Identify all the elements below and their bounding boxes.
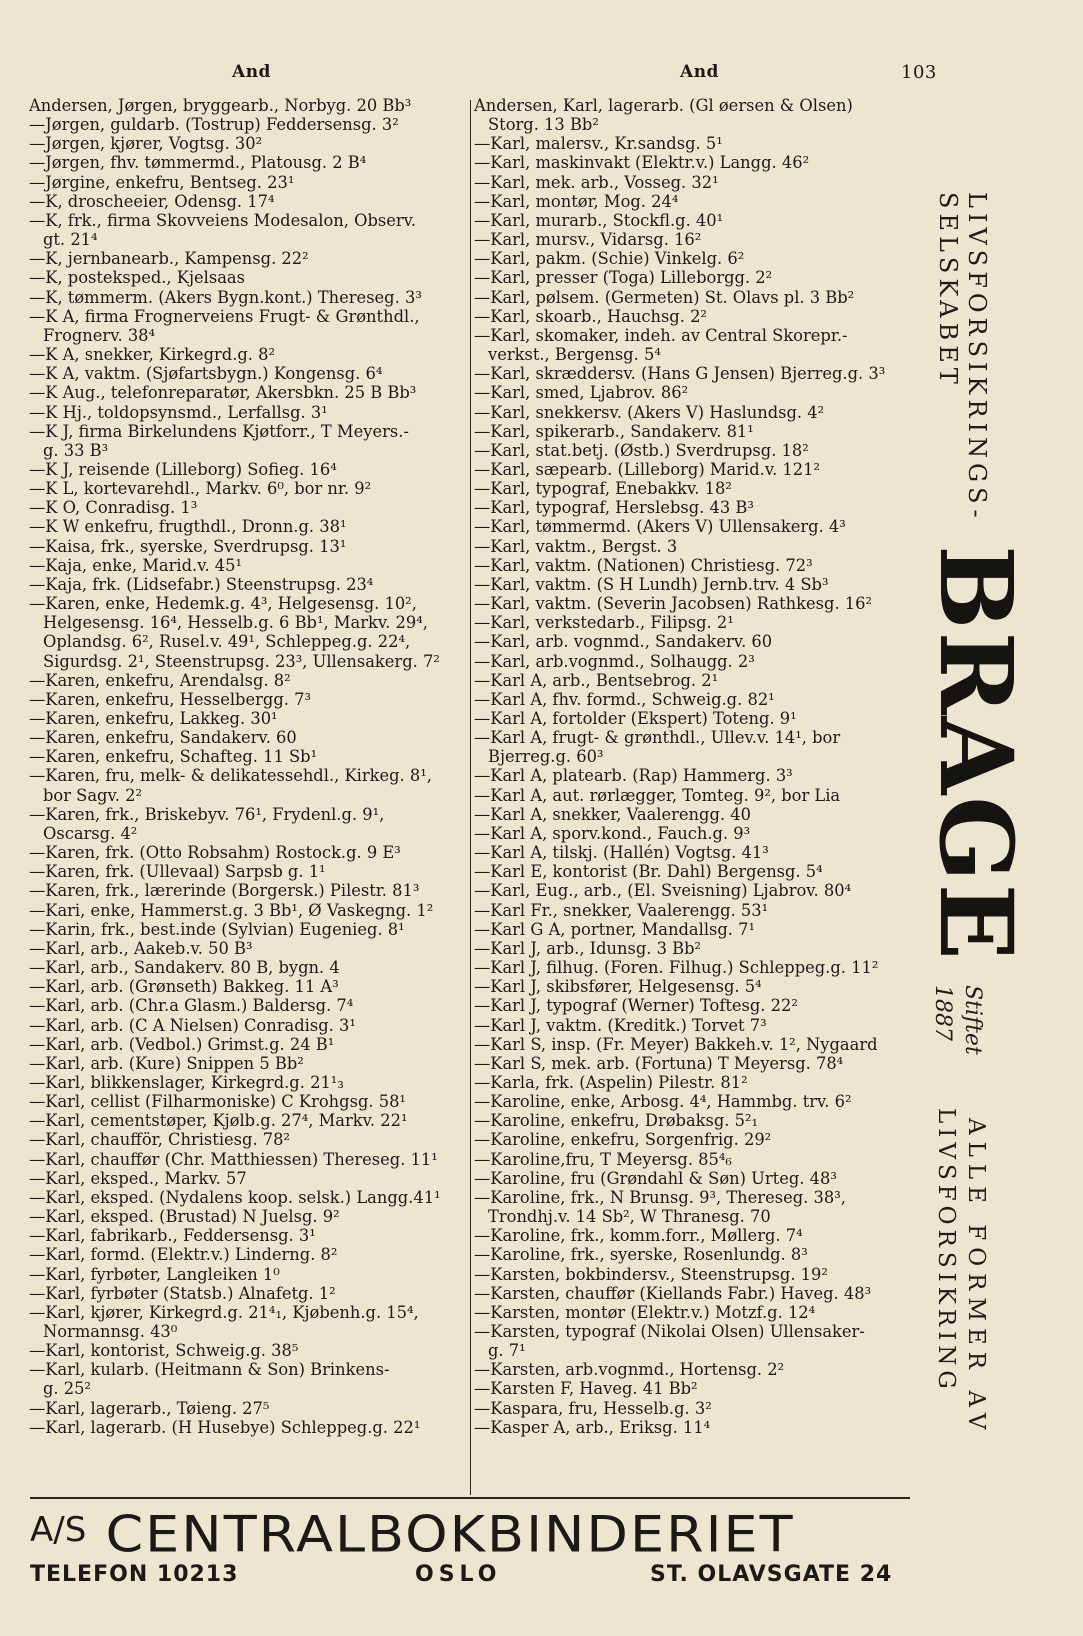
directory-entry: verkst., Bergensg. 5⁴ (488, 345, 661, 365)
directory-entry: —Karen, frk., Briskebyv. 76¹, Frydenl.g. 9¹, (29, 804, 385, 824)
page-number: 103 (901, 62, 937, 83)
directory-entry: —Jørgen, guldarb. (Tostrup) Feddersensg. 3² (29, 115, 399, 135)
directory-entry: —Karl, skræddersv. (Hans G Jensen) Bjerreg.g. 3³ (474, 364, 886, 384)
directory-entry: —Karl, typograf, Herslebsg. 43 B³ (474, 498, 754, 518)
directory-entry: —K Aug., telefonreparatør, Akersbkn. 25 B Bb³ (29, 383, 417, 403)
directory-entry: Storg. 13 Bb² (488, 115, 599, 135)
directory-entry: Bjerreg.g. 60³ (488, 747, 604, 767)
directory-entry: g. 7¹ (488, 1341, 526, 1361)
directory-entry: —Karl, sæpearb. (Lilleborg) Marid.v. 121² (474, 459, 821, 479)
directory-entry: —Karen, enkefru, Hesselbergg. 7³ (29, 689, 311, 709)
directory-entry: —Karl S, mek. arb. (Fortuna) T Meyersg. 78⁴ (474, 1053, 844, 1073)
directory-entry: —Karl, blikkenslager, Kirkegrd.g. 21¹₃ (29, 1072, 344, 1092)
directory-entry: —Kaja, frk. (Lidsefabr.) Steenstrupsg. 23⁴ (29, 574, 374, 594)
directory-entry: —Karl, fyrbøter, Langleiken 1⁰ (29, 1264, 280, 1284)
sidebar-year: 1887 (930, 985, 955, 1041)
directory-entry: —Karl, malersv., Kr.sandsg. 5¹ (474, 134, 723, 154)
directory-entry: —Karsten, typograf (Nikolai Olsen) Ullensaker- (474, 1322, 865, 1341)
directory-entry: —Kari, enke, Hammerst.g. 3 Bb¹, Ø Vaskegng. 1² (29, 900, 434, 920)
sidebar-selskabet: SELSKABET (934, 192, 962, 389)
directory-entry: —Karoline, frk., komm.forr., Møllerg. 7⁴ (474, 1226, 803, 1246)
directory-entry: —K Hj., toldopsynsmd., Lerfallsg. 3¹ (29, 402, 328, 422)
directory-entry: —Karl, arb. (Chr.a Glasm.) Baldersg. 7⁴ (29, 996, 354, 1016)
directory-entry: —Karl, vaktm. (Nationen) Christiesg. 72³ (474, 555, 813, 575)
directory-entry: Andersen, Karl, lagerarb. (Gl øersen & Olsen) (474, 96, 853, 115)
directory-entry: —K, tømmerm. (Akers Bygn.kont.) Thereseg. 3³ (29, 287, 422, 307)
directory-entry: —Karen, enkefru, Arendalsg. 8² (29, 670, 291, 690)
directory-entry: gt. 21⁴ (43, 230, 98, 250)
directory-entry: —Karin, frk., best.inde (Sylvian) Eugenieg. 8¹ (29, 919, 405, 939)
directory-entry: —Karl, arb. (Grønseth) Bakkeg. 11 A³ (29, 977, 339, 997)
directory-entry: Oplandsg. 6², Rusel.v. 49¹, Schleppeg.g. 22⁴, (43, 632, 411, 652)
directory-entry: —Karl, arb. (C A Nielsen) Conradisg. 3¹ (29, 1015, 356, 1035)
directory-entry: —Karl A, aut. rørlægger, Tomteg. 9², bor Lia (474, 785, 841, 805)
directory-entry: —K A, firma Frognerveiens Frugt- & Grønthdl., (29, 306, 420, 326)
ad-address: ST. OLAVSGATE 24 (650, 1562, 893, 1587)
directory-entry: —Karen, fru, melk- & delikatessehdl., Kirkeg. 8¹, (29, 766, 432, 786)
directory-entry: —Karl, eksped., Markv. 57 (29, 1168, 247, 1188)
directory-entry: —Karl A, fhv. formd., Schweig.g. 82¹ (474, 689, 775, 709)
directory-entry: —Karl, spikerarb., Sandakerv. 81¹ (474, 421, 754, 441)
directory-entry: —Karl Fr., snekker, Vaalerengg. 53¹ (474, 900, 769, 920)
directory-entry: —Karen, enke, Hedemk.g. 4³, Helgesensg. 10², (29, 594, 417, 614)
directory-entry: —K L, kortevarehdl., Markv. 6⁰, bor nr. 9² (29, 479, 372, 499)
directory-entry: —Karen, enkefru, Sandakerv. 60 (29, 728, 297, 748)
directory-entry: —Karen, frk. (Ullevaal) Sarpsb g. 1¹ (29, 862, 326, 882)
directory-entry: —Karl, montør, Mog. 24⁴ (474, 191, 679, 211)
directory-entry: —Karen, enkefru, Lakkeg. 30¹ (29, 709, 278, 728)
directory-entry: —Karl, kjører, Kirkegrd.g. 21⁴₁, Kjøbenh.g. 15⁴, (29, 1302, 419, 1322)
directory-entry: —Karl, maskinvakt (Elektr.v.) Langg. 46² (474, 153, 810, 173)
directory-entry: Oscarsg. 4² (43, 823, 138, 843)
directory-entry: —Jørgen, kjører, Vogtsg. 30² (29, 134, 263, 154)
directory-entry: —K O, Conradisg. 1³ (29, 498, 198, 518)
directory-entry: —K J, firma Birkelundens Kjøtforr., T Meyers.- (29, 421, 409, 441)
directory-entry: —Karl A, frugt- & grønthdl., Ullev.v. 14¹, bor (474, 728, 841, 748)
left-column-entries (29, 96, 469, 1437)
directory-entry: —Karl, kontorist, Schweig.g. 38⁵ (29, 1341, 299, 1361)
directory-entry: —Karl A, platearb. (Rap) Hammerg. 3³ (474, 766, 793, 786)
directory-entry: —Karen, frk., lærerinde (Borgersk.) Pilestr. 81³ (29, 881, 420, 901)
directory-entry: —Karl, vaktm. (Severin Jacobsen) Rathkesg. 16² (474, 594, 873, 614)
brage-logo: BRAGE (917, 545, 1035, 962)
directory-entry: —Karl, lagerarb., Tøieng. 27⁵ (29, 1398, 270, 1418)
directory-entry: —Karen, frk. (Otto Robsahm) Rostock.g. 9 E³ (29, 843, 401, 863)
directory-entry: —Karl, arb. (Vedbol.) Grimst.g. 24 B¹ (29, 1034, 335, 1054)
ad-phone: TELEFON 10213 (30, 1562, 239, 1587)
directory-entry: —Karoline,fru, T Meyersg. 85⁴₆ (474, 1149, 732, 1169)
directory-entry: —Kaisa, frk., syerske, Sverdrupsg. 13¹ (29, 536, 347, 556)
directory-entry: —Karl, chaufför, Christiesg. 78² (29, 1130, 291, 1150)
column-divider (470, 100, 471, 1495)
directory-entry: —K A, snekker, Kirkegrd.g. 8² (29, 345, 276, 365)
directory-entry: —Karl A, arb., Bentsebrog. 2¹ (474, 670, 719, 690)
directory-entry: —Karl, cellist (Filharmoniske) C Krohgsg. 58¹ (29, 1092, 406, 1112)
directory-entry: —K, posteksped., Kjelsaas (29, 268, 245, 288)
directory-entry: —Karsten F, Haveg. 41 Bb² (474, 1379, 698, 1399)
directory-entry: —Karl A, fortolder (Ekspert) Toteng. 9¹ (474, 709, 797, 728)
directory-entry: —Karl, fyrbøter (Statsb.) Alnafetg. 1² (29, 1283, 336, 1303)
directory-entry: —Kaja, enke, Marid.v. 45¹ (29, 555, 243, 575)
directory-entry: —Karoline, enkefru, Drøbaksg. 5²₁ (474, 1111, 759, 1131)
directory-entry: —Karl, chauffør (Chr. Matthiessen) Thereseg. 11¹ (29, 1149, 438, 1169)
left-running-head: And (232, 62, 271, 82)
directory-entry: —Karl, Eug., arb., (El. Sveisning) Ljabrov. 80⁴ (474, 881, 852, 901)
directory-entry: —Karl, arb. vognmd., Sandakerv. 60 (474, 632, 773, 652)
directory-entry: —Karl J, filhug. (Foren. Filhug.) Schleppeg.g. 11² (474, 958, 879, 978)
directory-entry: —K W enkefru, frugthdl., Dronn.g. 38¹ (29, 517, 347, 537)
directory-entry: —K, frk., firma Skovveiens Modesalon, Observ. (29, 210, 417, 230)
directory-entry: —Karl, typograf, Enebakkv. 18² (474, 479, 732, 499)
ad-company-name (30, 1500, 920, 1565)
directory-entry: —Karl J, skibsfører, Helgesensg. 5⁴ (474, 977, 762, 997)
directory-entry: Helgesensg. 16⁴, Hesselb.g. 6 Bb¹, Markv. 29⁴, (43, 613, 428, 633)
directory-entry: —Jørgine, enkefru, Bentseg. 23¹ (29, 172, 295, 192)
directory-entry: —Karen, enkefru, Schafteg. 11 Sb¹ (29, 747, 318, 767)
directory-entry: —Karoline, enkefru, Sorgenfrig. 29² (474, 1130, 772, 1150)
directory-entry: —Karl, eksped. (Nydalens koop. selsk.) Langg.41¹ (29, 1187, 441, 1207)
directory-entry: —K, jernbanearb., Kampensg. 22² (29, 249, 309, 269)
directory-entry: —Karoline, enke, Arbosg. 4⁴, Hammbg. trv. 6² (474, 1092, 852, 1112)
sidebar-stiftet: Stiftet (960, 985, 985, 1055)
directory-entry: —Karl, tømmermd. (Akers V) Ullensakerg. 4³ (474, 517, 846, 537)
directory-entry: g. 25² (43, 1379, 92, 1399)
directory-entry: —Karl, cementstøper, Kjølb.g. 27⁴, Markv. 22¹ (29, 1111, 408, 1131)
directory-entry: —Karl J, typograf (Werner) Toftesg. 22² (474, 996, 798, 1016)
ad-top-rule (30, 1497, 910, 1499)
directory-entry: —K A, vaktm. (Sjøfartsbygn.) Kongensg. 6⁴ (29, 364, 383, 384)
directory-entry: —Karl, snekkersv. (Akers V) Haslundsg. 4² (474, 402, 825, 422)
directory-entry: —K, droscheeier, Odensg. 17⁴ (29, 191, 275, 211)
directory-entry: —Karl A, tilskj. (Hallén) Vogtsg. 41³ (474, 843, 769, 863)
directory-entry: —Karl, skoarb., Hauchsg. 2² (474, 306, 707, 326)
directory-entry: —Karl, stat.betj. (Østb.) Sverdrupsg. 18² (474, 440, 809, 460)
directory-entry: —Karoline, frk., N Brunsg. 9³, Thereseg. 38³, (474, 1187, 846, 1207)
directory-entry: —Karsten, chauffør (Kiellands Fabr.) Haveg. 48³ (474, 1283, 872, 1303)
directory-entry: —Karla, frk. (Aspelin) Pilestr. 81² (474, 1072, 748, 1092)
sidebar-livsforsikrings: LIVSFORSIKRINGS- (963, 192, 991, 523)
directory-entry: —Karl, arb. (Kure) Snippen 5 Bb² (29, 1053, 304, 1073)
directory-entry: —Karl, skomaker, indeh. av Central Skorepr.- (474, 325, 848, 345)
directory-entry: —Karl, formd. (Elektr.v.) Linderng. 8² (29, 1245, 338, 1265)
ad-city: OSLO (415, 1562, 502, 1587)
directory-entry: —Karl, arb., Sandakerv. 80 B, bygn. 4 (29, 958, 340, 978)
directory-entry: —Karl, vaktm. (S H Lundh) Jernb.trv. 4 Sb³ (474, 574, 829, 594)
directory-entry: —Karl, lagerarb. (H Husebye) Schleppeg.g. 22¹ (29, 1417, 421, 1437)
sidebar-alle-former: ALLE FORMER AV (963, 1118, 989, 1437)
directory-entry: —Karl, fabrikarb., Feddersensg. 3¹ (29, 1226, 316, 1246)
directory-entry: Frognerv. 38⁴ (43, 325, 156, 345)
directory-entry: —Karl A, sporv.kond., Fauch.g. 9³ (474, 823, 751, 843)
directory-entry: Sigurdsg. 2¹, Steenstrupsg. 23³, Ullensakerg. 7² (43, 651, 440, 671)
directory-entry: —Karl, eksped. (Brustad) N Juelsg. 9² (29, 1207, 340, 1227)
directory-entry: —Karsten, arb.vognmd., Hortensg. 2² (474, 1360, 785, 1380)
right-running-head: And (680, 62, 719, 82)
directory-entry: Andersen, Jørgen, bryggearb., Norbyg. 20 Bb³ (29, 96, 412, 115)
directory-entry: Trondhj.v. 14 Sb², W Thranesg. 70 (488, 1207, 771, 1227)
directory-entry: —Karl A, snekker, Vaalerengg. 40 (474, 804, 751, 824)
directory-entry: Normannsg. 43⁰ (43, 1322, 178, 1341)
directory-entry: —Karoline, fru (Grøndahl & Søn) Urteg. 48³ (474, 1168, 837, 1188)
directory-entry: —Karl G A, portner, Mandallsg. 7¹ (474, 919, 756, 939)
directory-entry: —Jørgen, fhv. tømmermd., Platousg. 2 B⁴ (29, 153, 367, 173)
directory-entry: —Karl J, vaktm. (Kreditk.) Torvet 7³ (474, 1015, 767, 1035)
directory-entry: —Kasper A, arb., Eriksg. 11⁴ (474, 1417, 711, 1437)
directory-entry: —Karsten, bokbindersv., Steenstrupsg. 19² (474, 1264, 828, 1284)
directory-entry: —Karl, kularb. (Heitmann & Son) Brinkens- (29, 1360, 390, 1380)
directory-entry: —Karl, arb.vognmd., Solhaugg. 2³ (474, 651, 755, 671)
directory-entry: g. 33 B³ (43, 440, 109, 460)
directory-entry: —Karl S, insp. (Fr. Meyer) Bakkeh.v. 1², Nygaard (474, 1034, 878, 1054)
directory-entry: —Karl, pølsem. (Germeten) St. Olavs pl. 3 Bb² (474, 287, 855, 307)
directory-entry: —Karsten, montør (Elektr.v.) Motzf.g. 12⁴ (474, 1302, 816, 1322)
directory-entry: bor Sagv. 2² (43, 785, 142, 805)
directory-entry: —Kaspara, fru, Hesselb.g. 3² (474, 1398, 712, 1418)
directory-entry: —K J, reisende (Lilleborg) Sofieg. 16⁴ (29, 459, 337, 479)
ad-name: CENTRALBOKBINDERIET (105, 1505, 795, 1564)
directory-entry: —Karl, presser (Toga) Lilleborgg. 2² (474, 268, 773, 288)
directory-entry: —Karl E, kontorist (Br. Dahl) Bergensg. 5⁴ (474, 862, 823, 882)
directory-entry: —Karl, murarb., Stockfl.g. 40¹ (474, 210, 724, 230)
directory-entry: —Karl, mursv., Vidarsg. 16² (474, 230, 702, 250)
right-column-entries (474, 96, 934, 1437)
directory-entry: —Karl J, arb., Idunsg. 3 Bb² (474, 938, 702, 958)
directory-entry: —Karl, smed, Ljabrov. 86² (474, 383, 689, 403)
sidebar-livsforsikring: LIVSFORSIKRING (933, 1108, 959, 1394)
directory-entry: —Karl, arb., Aakeb.v. 50 B³ (29, 938, 253, 958)
ad-prefix: A/S (30, 1510, 87, 1550)
directory-entry: —Karl, pakm. (Schie) Vinkelg. 6² (474, 249, 745, 269)
directory-entry: —Karl, verkstedarb., Filipsg. 2¹ (474, 613, 734, 633)
directory-entry: —Karl, vaktm., Bergst. 3 (474, 536, 678, 556)
directory-entry: —Karoline, frk., syerske, Rosenlundg. 8³ (474, 1245, 808, 1265)
directory-entry: —Karl, mek. arb., Vosseg. 32¹ (474, 172, 719, 192)
